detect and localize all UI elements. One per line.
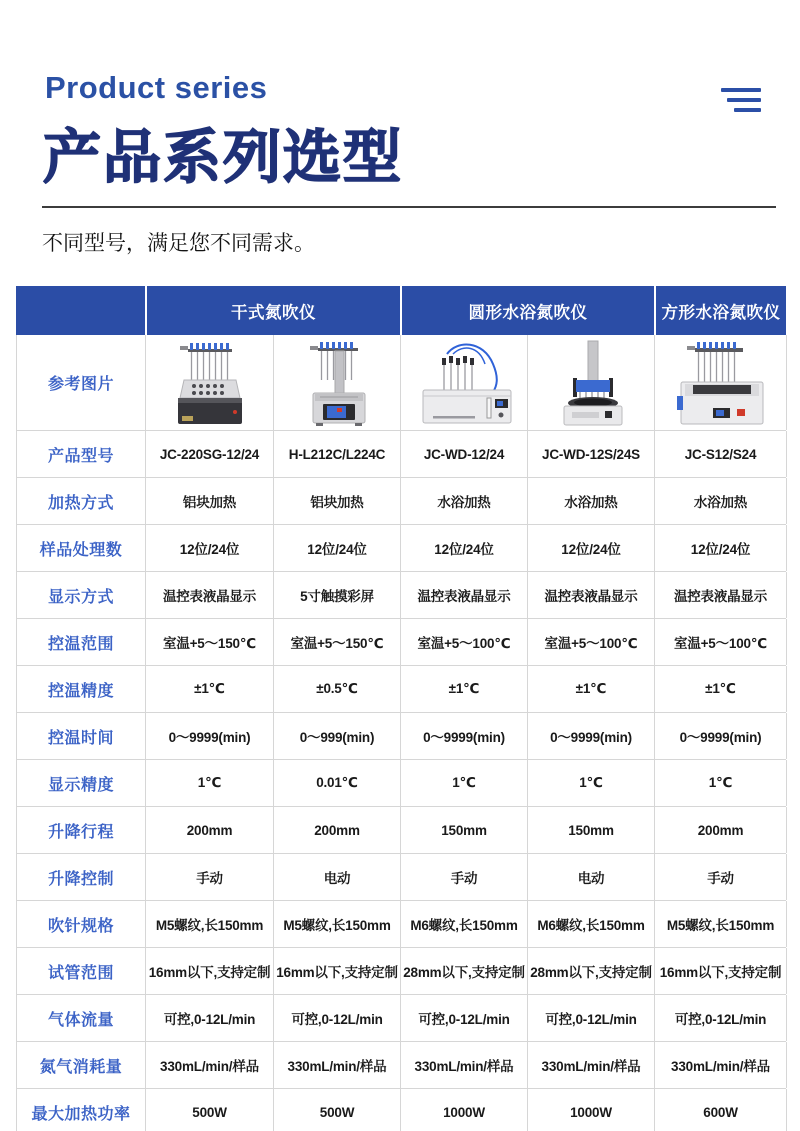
table-row-lift-control <box>17 854 786 901</box>
row-label: 显示精度 <box>17 760 146 806</box>
spec-value-cell: 水浴加热 <box>655 478 787 524</box>
eyebrow-title: Product series <box>45 70 268 105</box>
spec-value-cell: 铝块加热 <box>274 478 401 524</box>
table-body <box>16 335 786 1131</box>
row-label: 氮气消耗量 <box>17 1042 146 1088</box>
spec-value-cell: 可控,0-12L/min <box>274 995 401 1041</box>
header-group-dry: 干式氮吹仪 <box>145 286 400 335</box>
spec-value-cell: 12位/24位 <box>274 525 401 571</box>
product-image-cell <box>528 335 655 430</box>
spec-value-cell: M5螺纹,长150mm <box>655 901 787 947</box>
spec-value-cell: 0～999(min) <box>274 713 401 759</box>
product-image-cell <box>274 335 401 430</box>
spec-value-cell: 室温+5～150℃ <box>274 619 401 665</box>
spec-value-cell: 温控表液晶显示 <box>655 572 787 618</box>
row-label: 升降行程 <box>17 807 146 853</box>
spec-value-cell: 室温+5～100℃ <box>401 619 528 665</box>
table-row-display-resolution <box>17 760 786 807</box>
spec-value-cell: 500W <box>274 1089 401 1131</box>
row-label: 试管范围 <box>17 948 146 994</box>
spec-value-cell: 手动 <box>401 854 528 900</box>
menu-line-top <box>721 88 761 92</box>
title-divider <box>42 206 776 208</box>
spec-value-cell: 电动 <box>528 854 655 900</box>
spec-value-cell: 12位/24位 <box>146 525 274 571</box>
spec-value-cell: 330mL/min/样品 <box>528 1042 655 1088</box>
spec-value-cell: 16mm以下,支持定制 <box>146 948 274 994</box>
row-label: 吹针规格 <box>17 901 146 947</box>
table-header <box>16 286 786 335</box>
spec-value-cell: 0～9999(min) <box>528 713 655 759</box>
spec-value-cell: 室温+5～100℃ <box>655 619 787 665</box>
table-row-reference-images <box>17 335 786 431</box>
row-label: 控温范围 <box>17 619 146 665</box>
menu-line-bottom <box>734 108 761 112</box>
product-image-dry-block-evaporator <box>150 338 270 428</box>
spec-value-cell: 1000W <box>528 1089 655 1131</box>
spec-value-cell: 水浴加热 <box>401 478 528 524</box>
spec-value-cell: 0～9999(min) <box>146 713 274 759</box>
spec-value-cell: 1℃ <box>401 760 528 806</box>
spec-value-cell: ±1℃ <box>528 666 655 712</box>
spec-value-cell: 12位/24位 <box>401 525 528 571</box>
spec-value-cell: ±1℃ <box>146 666 274 712</box>
row-label: 控温精度 <box>17 666 146 712</box>
spec-value-cell: M6螺纹,长150mm <box>528 901 655 947</box>
row-label: 显示方式 <box>17 572 146 618</box>
spec-value-cell: 330mL/min/样品 <box>401 1042 528 1088</box>
table-row-needle-spec <box>17 901 786 948</box>
spec-value-cell: 200mm <box>146 807 274 853</box>
spec-value-cell: 0～9999(min) <box>655 713 787 759</box>
spec-value-cell: JC-WD-12S/24S <box>528 431 655 477</box>
spec-value-cell: 600W <box>655 1089 787 1131</box>
menu-lines-icon <box>720 86 761 112</box>
spec-value-cell: 手动 <box>655 854 787 900</box>
table-row-model <box>17 431 786 478</box>
spec-value-cell: 室温+5～100℃ <box>528 619 655 665</box>
spec-value-cell: 温控表液晶显示 <box>401 572 528 618</box>
spec-value-cell: 可控,0-12L/min <box>655 995 787 1041</box>
page-subtitle: 不同型号，满足您不同需求。 <box>42 232 315 255</box>
spec-value-cell: 铝块加热 <box>146 478 274 524</box>
table-row-temp-range <box>17 619 786 666</box>
spec-value-cell: 水浴加热 <box>528 478 655 524</box>
row-label: 加热方式 <box>17 478 146 524</box>
header-group-square-waterbath: 方形水浴氮吹仪 <box>654 286 786 335</box>
spec-value-cell: M5螺纹,长150mm <box>274 901 401 947</box>
table-row-timer-range <box>17 713 786 760</box>
spec-value-cell: 可控,0-12L/min <box>528 995 655 1041</box>
spec-value-cell: 330mL/min/样品 <box>655 1042 787 1088</box>
spec-value-cell: 200mm <box>274 807 401 853</box>
spec-value-cell: 0.01℃ <box>274 760 401 806</box>
spec-value-cell: 1℃ <box>146 760 274 806</box>
table-row-gas-flow <box>17 995 786 1042</box>
menu-line-middle <box>727 98 761 102</box>
product-image-square-waterbath <box>659 338 782 428</box>
page-title: 产品系列选型 <box>43 125 404 190</box>
spec-value-cell: 16mm以下,支持定制 <box>655 948 787 994</box>
spec-value-cell: M6螺纹,长150mm <box>401 901 528 947</box>
header-empty-cell <box>16 286 145 335</box>
table-row-tube-range <box>17 948 786 995</box>
table-row-temp-accuracy <box>17 666 786 713</box>
spec-value-cell: 0～9999(min) <box>401 713 528 759</box>
spec-value-cell: 室温+5～150℃ <box>146 619 274 665</box>
row-label: 最大加热功率 <box>17 1089 146 1131</box>
spec-value-cell: 330mL/min/样品 <box>274 1042 401 1088</box>
table-row-display-type <box>17 572 786 619</box>
spec-value-cell: 1℃ <box>655 760 787 806</box>
table-row-nitrogen-consumption <box>17 1042 786 1089</box>
spec-value-cell: 手动 <box>146 854 274 900</box>
spec-value-cell: M5螺纹,长150mm <box>146 901 274 947</box>
row-label: 产品型号 <box>17 431 146 477</box>
row-label: 样品处理数 <box>17 525 146 571</box>
product-image-round-waterbath-tubing <box>405 338 524 428</box>
row-label: 气体流量 <box>17 995 146 1041</box>
spec-value-cell: 500W <box>146 1089 274 1131</box>
spec-value-cell: 28mm以下,支持定制 <box>528 948 655 994</box>
row-label: 升降控制 <box>17 854 146 900</box>
spec-value-cell: 温控表液晶显示 <box>146 572 274 618</box>
product-image-round-waterbath-pole <box>532 338 651 428</box>
spec-value-cell: 12位/24位 <box>528 525 655 571</box>
table-row-lift-travel <box>17 807 786 854</box>
spec-value-cell: H-L212C/L224C <box>274 431 401 477</box>
product-image-cell <box>401 335 528 430</box>
table-row-sample-capacity <box>17 525 786 572</box>
spec-value-cell: 温控表液晶显示 <box>528 572 655 618</box>
spec-value-cell: 1℃ <box>528 760 655 806</box>
spec-value-cell: JC-WD-12/24 <box>401 431 528 477</box>
spec-value-cell: 可控,0-12L/min <box>146 995 274 1041</box>
spec-value-cell: JC-S12/S24 <box>655 431 787 477</box>
spec-value-cell: 电动 <box>274 854 401 900</box>
header-group-round-waterbath: 圆形水浴氮吹仪 <box>400 286 654 335</box>
spec-value-cell: 1000W <box>401 1089 528 1131</box>
spec-value-cell: 28mm以下,支持定制 <box>401 948 528 994</box>
spec-value-cell: 可控,0-12L/min <box>401 995 528 1041</box>
spec-value-cell: ±0.5℃ <box>274 666 401 712</box>
spec-value-cell: 200mm <box>655 807 787 853</box>
row-label-reference-images: 参考图片 <box>17 335 146 430</box>
product-image-touchscreen-tower <box>278 338 397 428</box>
row-label: 控温时间 <box>17 713 146 759</box>
spec-table <box>16 286 786 1131</box>
spec-value-cell: 150mm <box>401 807 528 853</box>
product-image-cell <box>146 335 274 430</box>
spec-value-cell: 5寸触摸彩屏 <box>274 572 401 618</box>
table-row-max-heating-power <box>17 1089 786 1131</box>
product-image-cell <box>655 335 787 430</box>
spec-value-cell: 330mL/min/样品 <box>146 1042 274 1088</box>
spec-value-cell: JC-220SG-12/24 <box>146 431 274 477</box>
spec-value-cell: ±1℃ <box>655 666 787 712</box>
spec-value-cell: 16mm以下,支持定制 <box>274 948 401 994</box>
spec-value-cell: 150mm <box>528 807 655 853</box>
table-row-heating-method <box>17 478 786 525</box>
spec-value-cell: 12位/24位 <box>655 525 787 571</box>
spec-value-cell: ±1℃ <box>401 666 528 712</box>
